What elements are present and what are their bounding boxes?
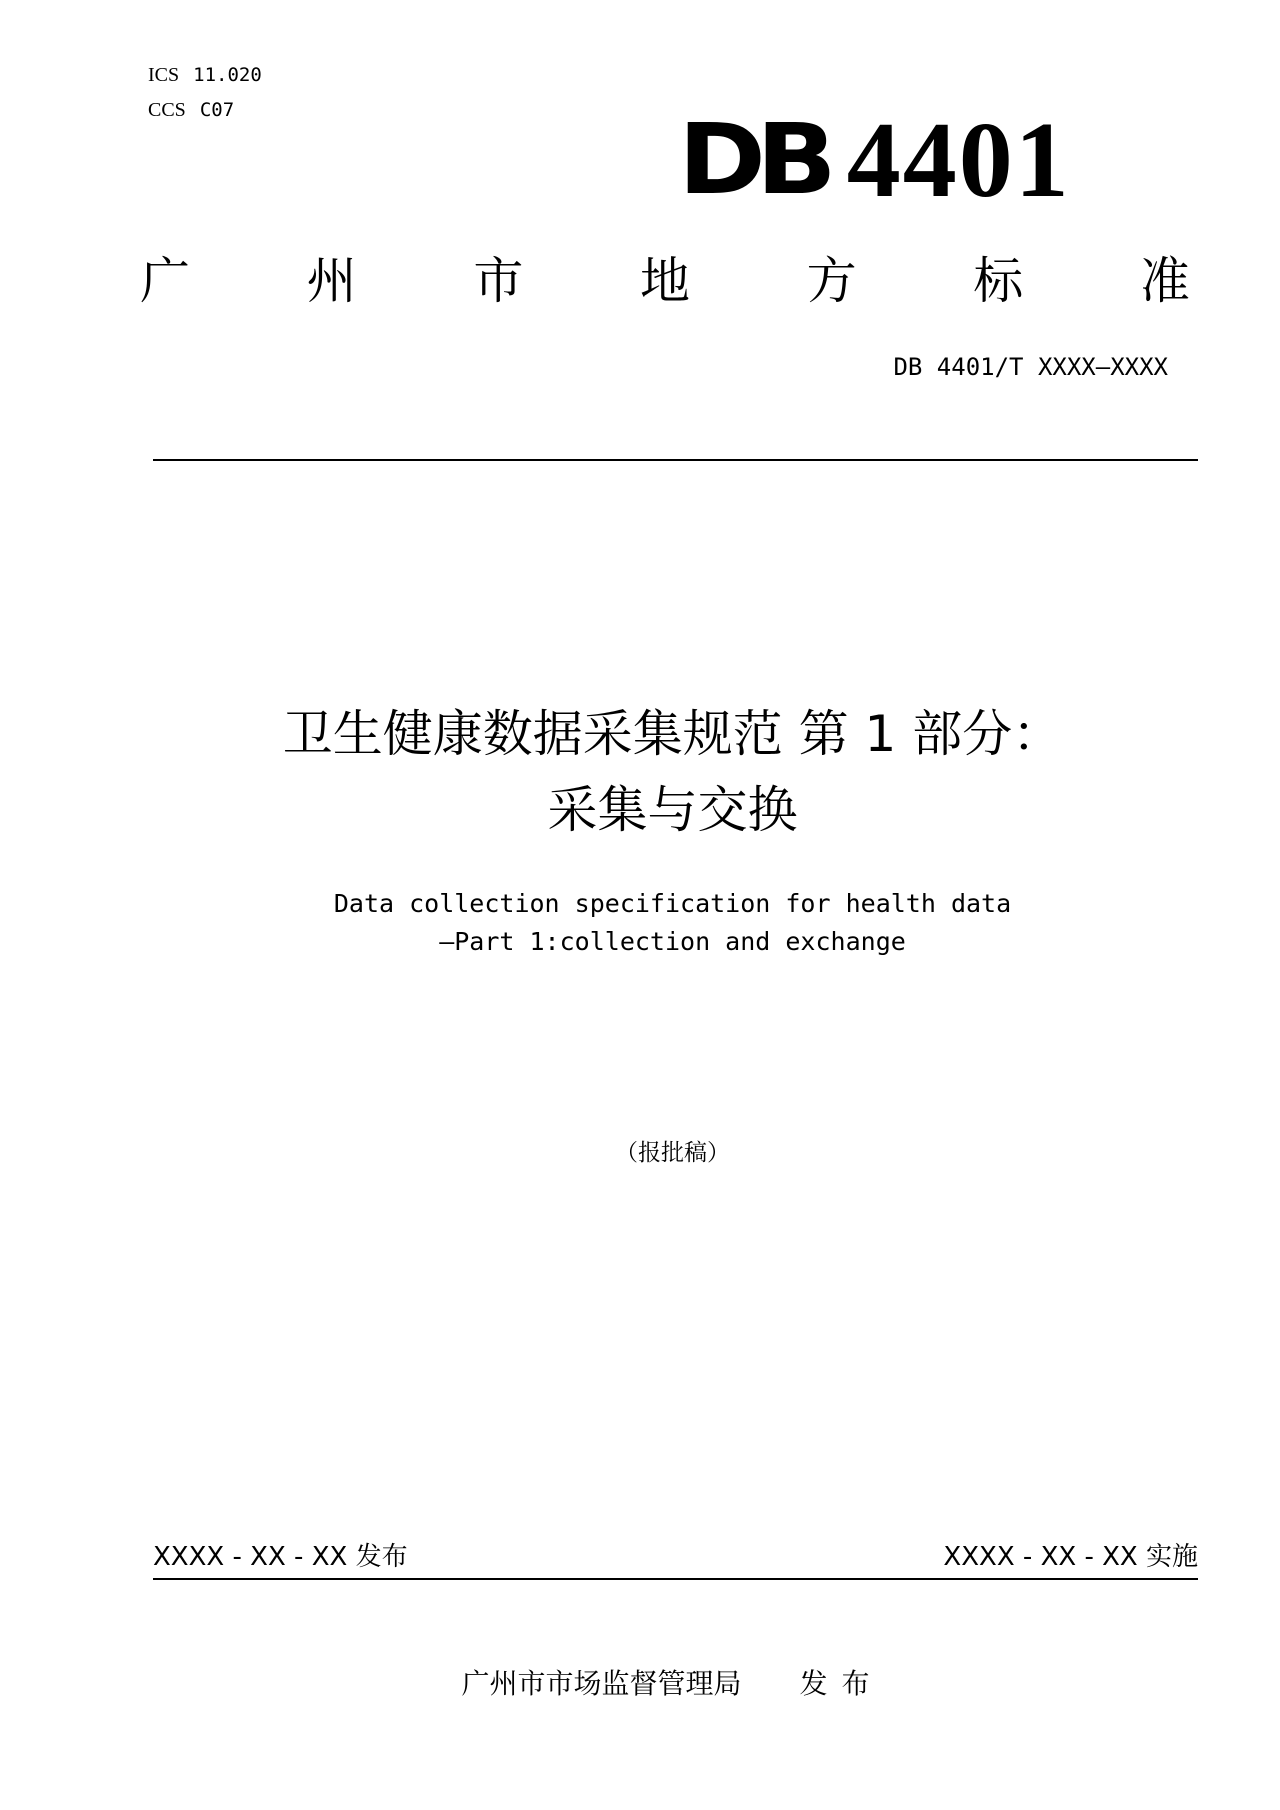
standard-class-char: 准 bbox=[1139, 252, 1190, 310]
standard-class-char: 标 bbox=[973, 252, 1024, 310]
standard-number: DB 4401/T XXXX—XXXX bbox=[893, 353, 1168, 381]
ccs-value: C07 bbox=[199, 99, 235, 121]
ics-value: 11.020 bbox=[193, 64, 262, 86]
ics-code bbox=[148, 62, 262, 87]
standard-mark-prefix: DB bbox=[678, 102, 827, 217]
standard-class-char: 方 bbox=[806, 252, 857, 310]
title-en-line-1: Data collection specification for health data bbox=[333, 889, 1012, 918]
draft-status: （报批稿） bbox=[615, 1140, 730, 1166]
standard-class-char: 地 bbox=[639, 252, 690, 310]
standard-class-char: 州 bbox=[306, 252, 357, 310]
ics-label: ICS bbox=[148, 64, 180, 86]
title-en-line-2: —Part 1:collection and exchange bbox=[439, 927, 906, 956]
title-cn-line-1: 卫生健康数据采集规范 第 1 部分： bbox=[282, 705, 1063, 763]
top-divider bbox=[153, 459, 1198, 461]
ccs-label: CCS bbox=[148, 99, 186, 121]
issuer bbox=[0, 1664, 1280, 1704]
issuer-action: 发布 bbox=[799, 1667, 884, 1700]
standard-class-heading bbox=[140, 246, 1190, 316]
standard-mark bbox=[678, 101, 1071, 220]
publish-date: XXXX - XX - XX 发布 bbox=[153, 1542, 408, 1572]
ccs-code bbox=[148, 97, 234, 122]
standard-class-char: 广 bbox=[140, 252, 190, 310]
title-cn-line-2: 采集与交换 bbox=[547, 781, 798, 839]
standard-mark-number: 4401 bbox=[846, 101, 1071, 220]
standard-class-char: 市 bbox=[473, 252, 524, 310]
bottom-divider bbox=[153, 1578, 1198, 1580]
issuer-organization: 广州市市场监督管理局 bbox=[461, 1667, 742, 1700]
implement-date: XXXX - XX - XX 实施 bbox=[943, 1542, 1198, 1572]
